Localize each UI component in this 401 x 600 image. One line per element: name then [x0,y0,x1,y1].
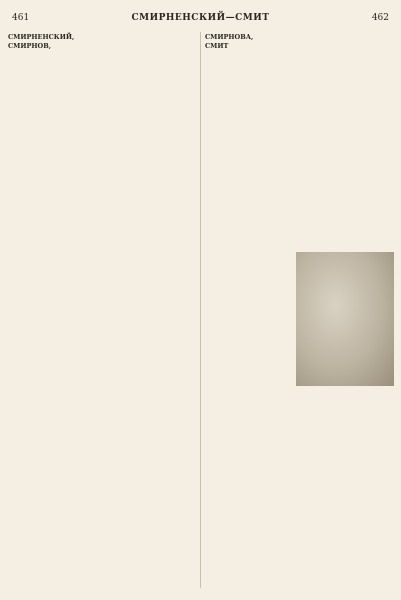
portrait-image [296,252,394,386]
column-divider [200,32,201,588]
entry-head-smirnov: СМИРНОВ, [8,42,51,50]
entry-head-smirnova: СМИРНОВА, [205,33,254,41]
page-number-right: 462 [371,13,389,23]
running-head: СМИРНЕНСКИЙ—СМИТ [131,13,270,23]
entry-head-smirnensky: СМИРНЕНСКИЙ, [8,33,75,41]
page-header [12,13,389,27]
entry-head-smith: СМИТ [205,42,229,50]
page-number-left: 461 [12,13,30,23]
left-column [8,32,196,590]
